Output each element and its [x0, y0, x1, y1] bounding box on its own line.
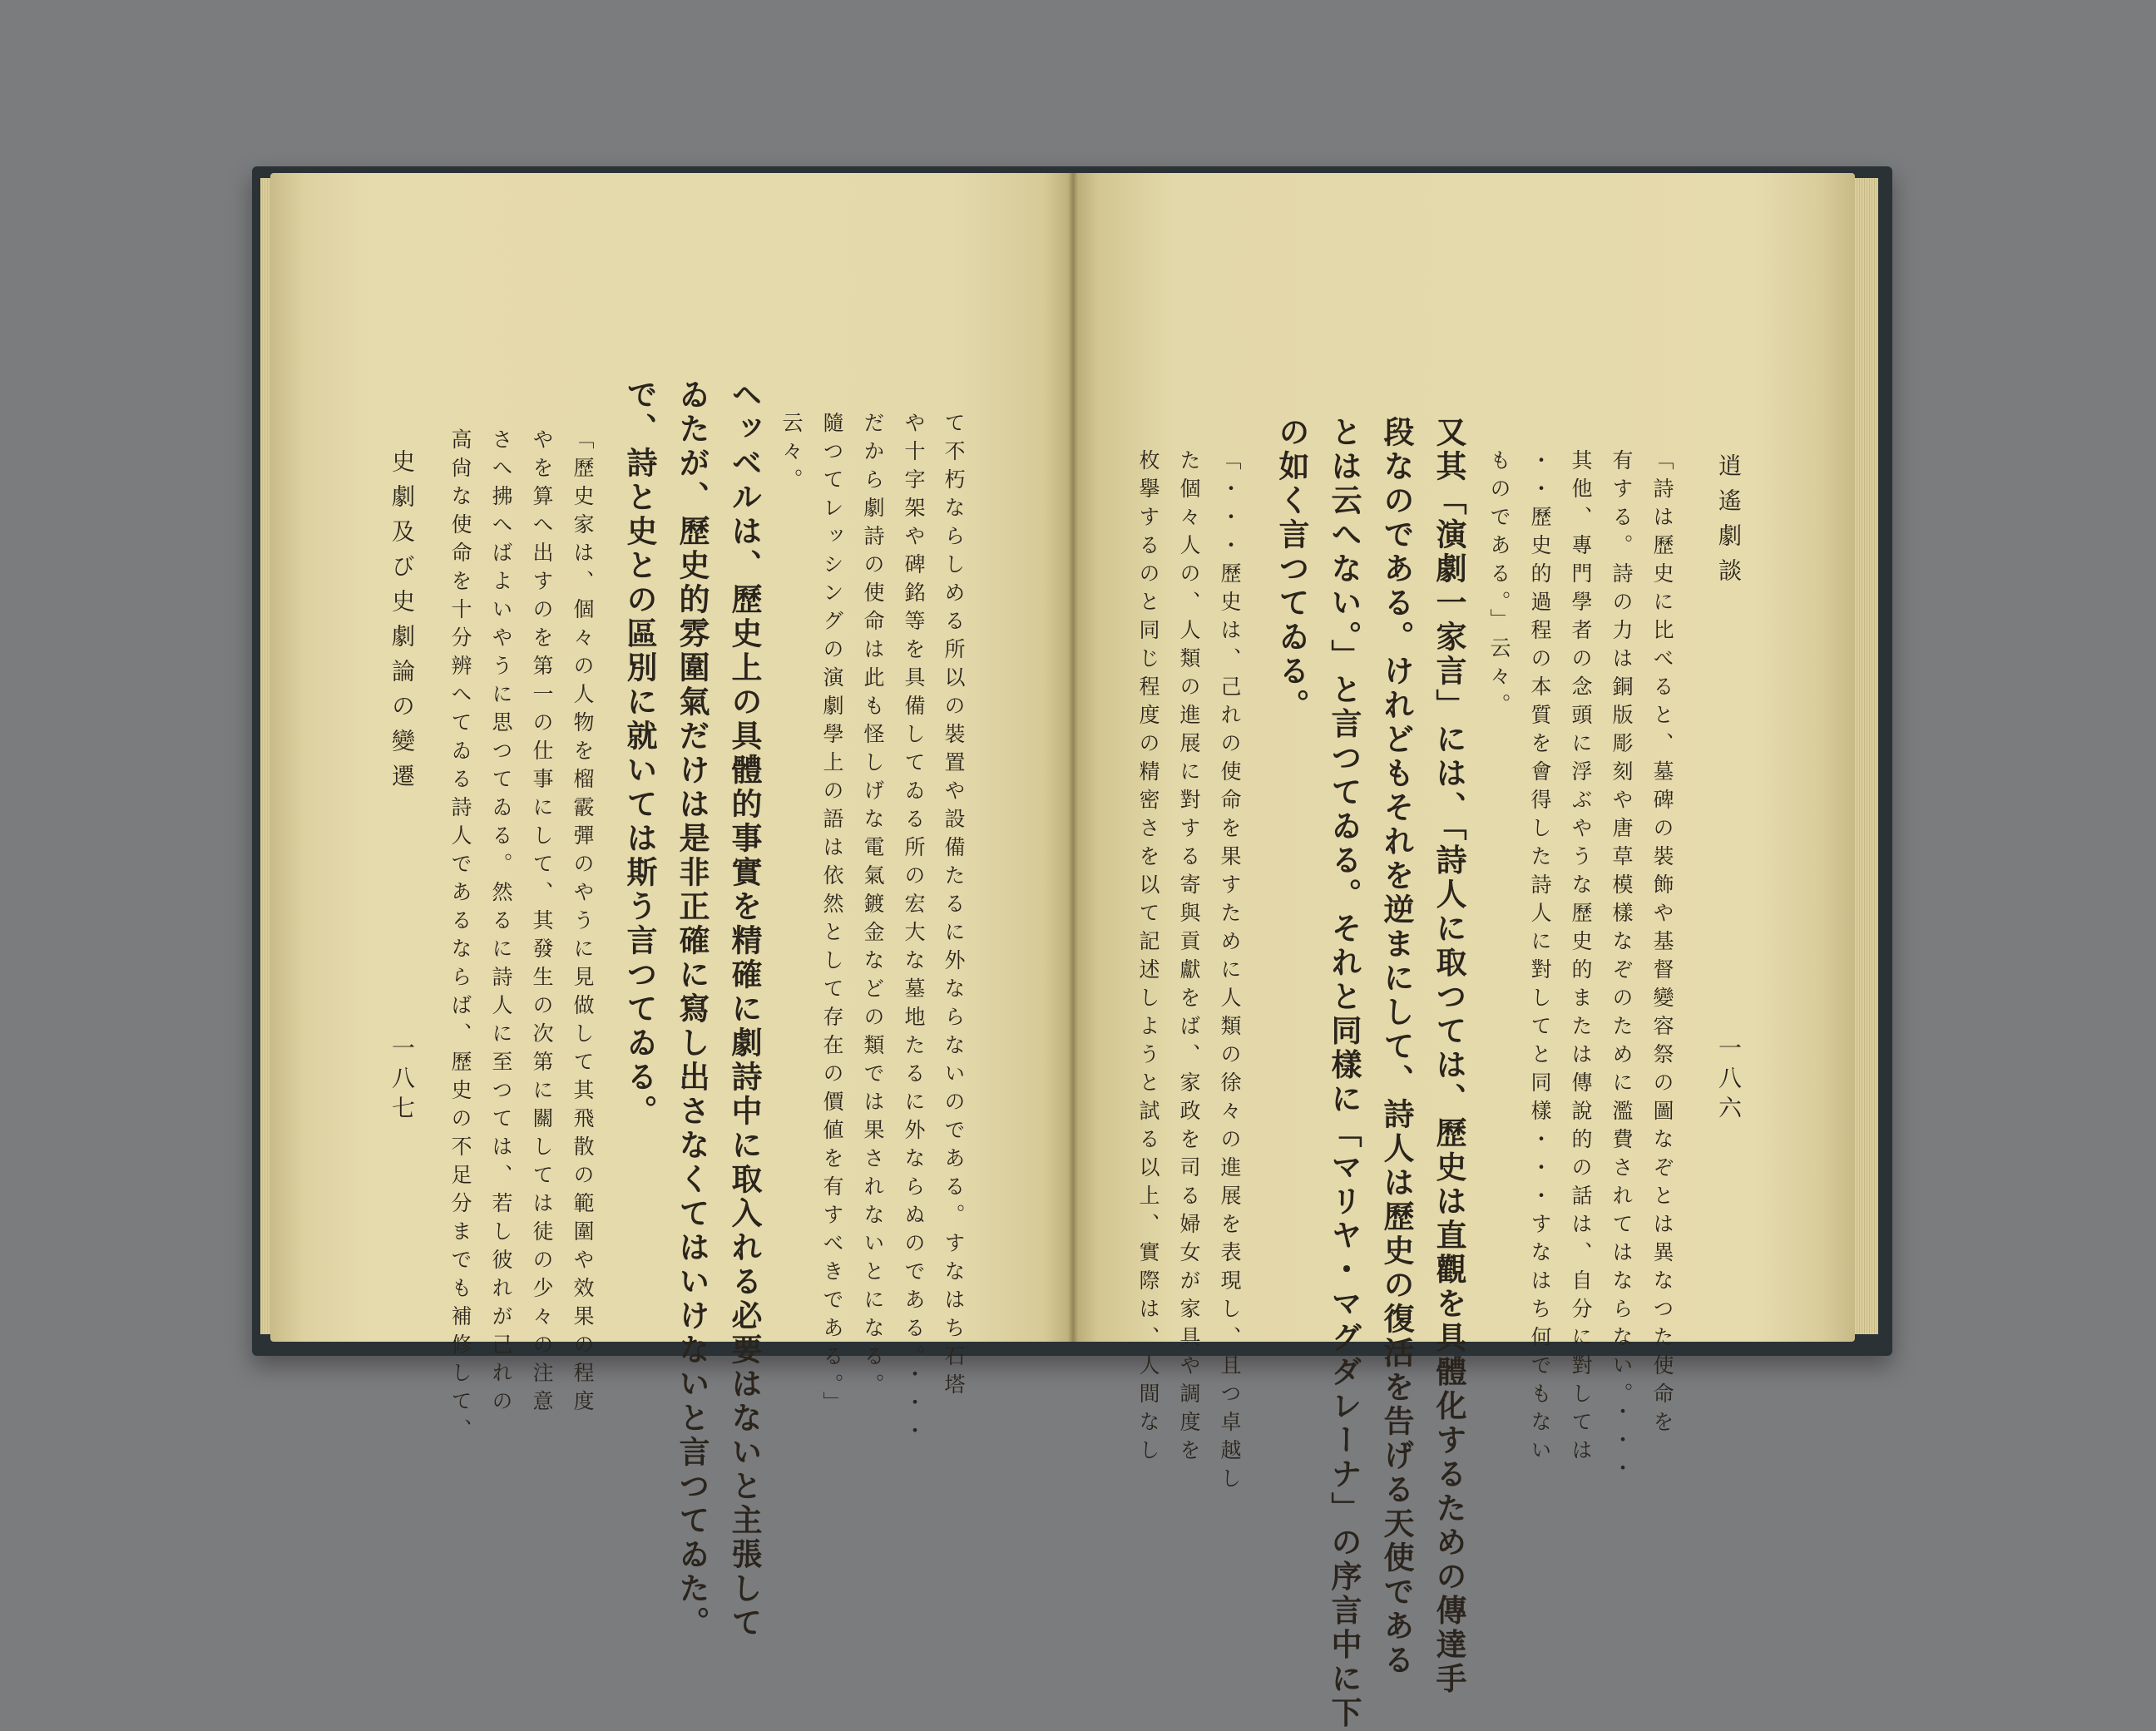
- text-line: の如く言つてゐる。: [1273, 416, 1310, 723]
- running-footer: 史劇及び史劇論の變遷: [388, 449, 416, 799]
- text-line: 又其「演劇一家言」には、「詩人に取つては、歷史は直觀を具體化するための傳達手: [1431, 416, 1467, 1697]
- text-line: 云々。: [779, 412, 804, 497]
- text-line: 「詩は歷史に比べると、墓碑の裝飾や基督變容祭の圖なぞとは異なつた使命を: [1650, 449, 1674, 1439]
- text-line: た個々人の、人類の進展に對する寄與貢獻をば、家政を司る婦女が家具や調度を: [1177, 449, 1201, 1467]
- text-line: 有する。詩の力は銅版彫刻や唐草模樣なぞのために濫費されてはならない。・・・: [1610, 449, 1634, 1486]
- text-line: で、詩と史との區別に就いては斯う言つてゐる。: [621, 378, 658, 1129]
- text-line: だから劇詩の使命は此も怪しげな電氣鍍金などの類では果されないとになる。: [861, 412, 885, 1402]
- text-line: ・・歷史的過程の本質を會得した詩人に對してと同樣・・・すなはち何でもない: [1528, 449, 1552, 1467]
- text-line: て不朽ならしめる所以の裝置や設備たるに外ならないのである。すなはち石塔: [942, 412, 966, 1402]
- page-number-right: 一八六: [1715, 1036, 1743, 1125]
- text-line: ゐたが、歷史的雰圍氣だけは是非正確に寫し出さなくてはいけないと言つてゐた。: [674, 378, 710, 1640]
- book-gutter: [1068, 173, 1078, 1342]
- running-header: 逍遙劇談: [1715, 453, 1743, 593]
- text-line: 隨つてレッシングの演劇學上の語は依然として存在の價値を有すべきである。」: [820, 412, 844, 1420]
- text-line: 高尙な使命を十分辨へてゐる詩人であるならば、歷史の不足分までも補修して、: [448, 428, 472, 1447]
- text-line: ものである。」云々。: [1487, 449, 1511, 722]
- text-line: とは云へない。」と言つてゐる。それと同樣に「マリヤ・マグダレーナ」の序言中に下: [1326, 416, 1362, 1731]
- text-line: 「歷史家は、個々の人物を榴霰彈のやうに見做して其飛散の範圍や效果の程度: [571, 428, 595, 1418]
- text-line: さへ拂へばよいやうに思つてゐる。然るに詩人に至つては、若し彼れが己れの: [489, 428, 513, 1418]
- text-line: 枚擧するのと同じ程度の精密さを以て記述しようと試る以上、實際は、人間なし: [1136, 449, 1160, 1467]
- text-line: 其他、專門學者の念頭に浮ぶやうな歷史的または傳說的の話は、自分に對しては: [1569, 449, 1593, 1467]
- text-line: や十字架や碑銘等を具備してゐる所の宏大な墓地たるに外ならぬのである。・・・: [902, 412, 926, 1448]
- text-line: 段なのである。けれどもそれを逆まにして、詩人は歷史の復活を告げる天使である: [1378, 416, 1415, 1678]
- text-line: 「・・・歷史は、己れの使命を果すために人類の徐々の進展を表現し、且つ卓越し: [1218, 449, 1242, 1496]
- page-number-left: 一八七: [388, 1036, 416, 1125]
- text-line: ヘッベルは、歷史上の具體的事實を精確に劇詩中に取入れる必要はないと主張して: [726, 378, 763, 1640]
- text-line: やを算へ出すのを第一の仕事にして、其發生の次第に關しては徒の少々の注意: [530, 428, 554, 1418]
